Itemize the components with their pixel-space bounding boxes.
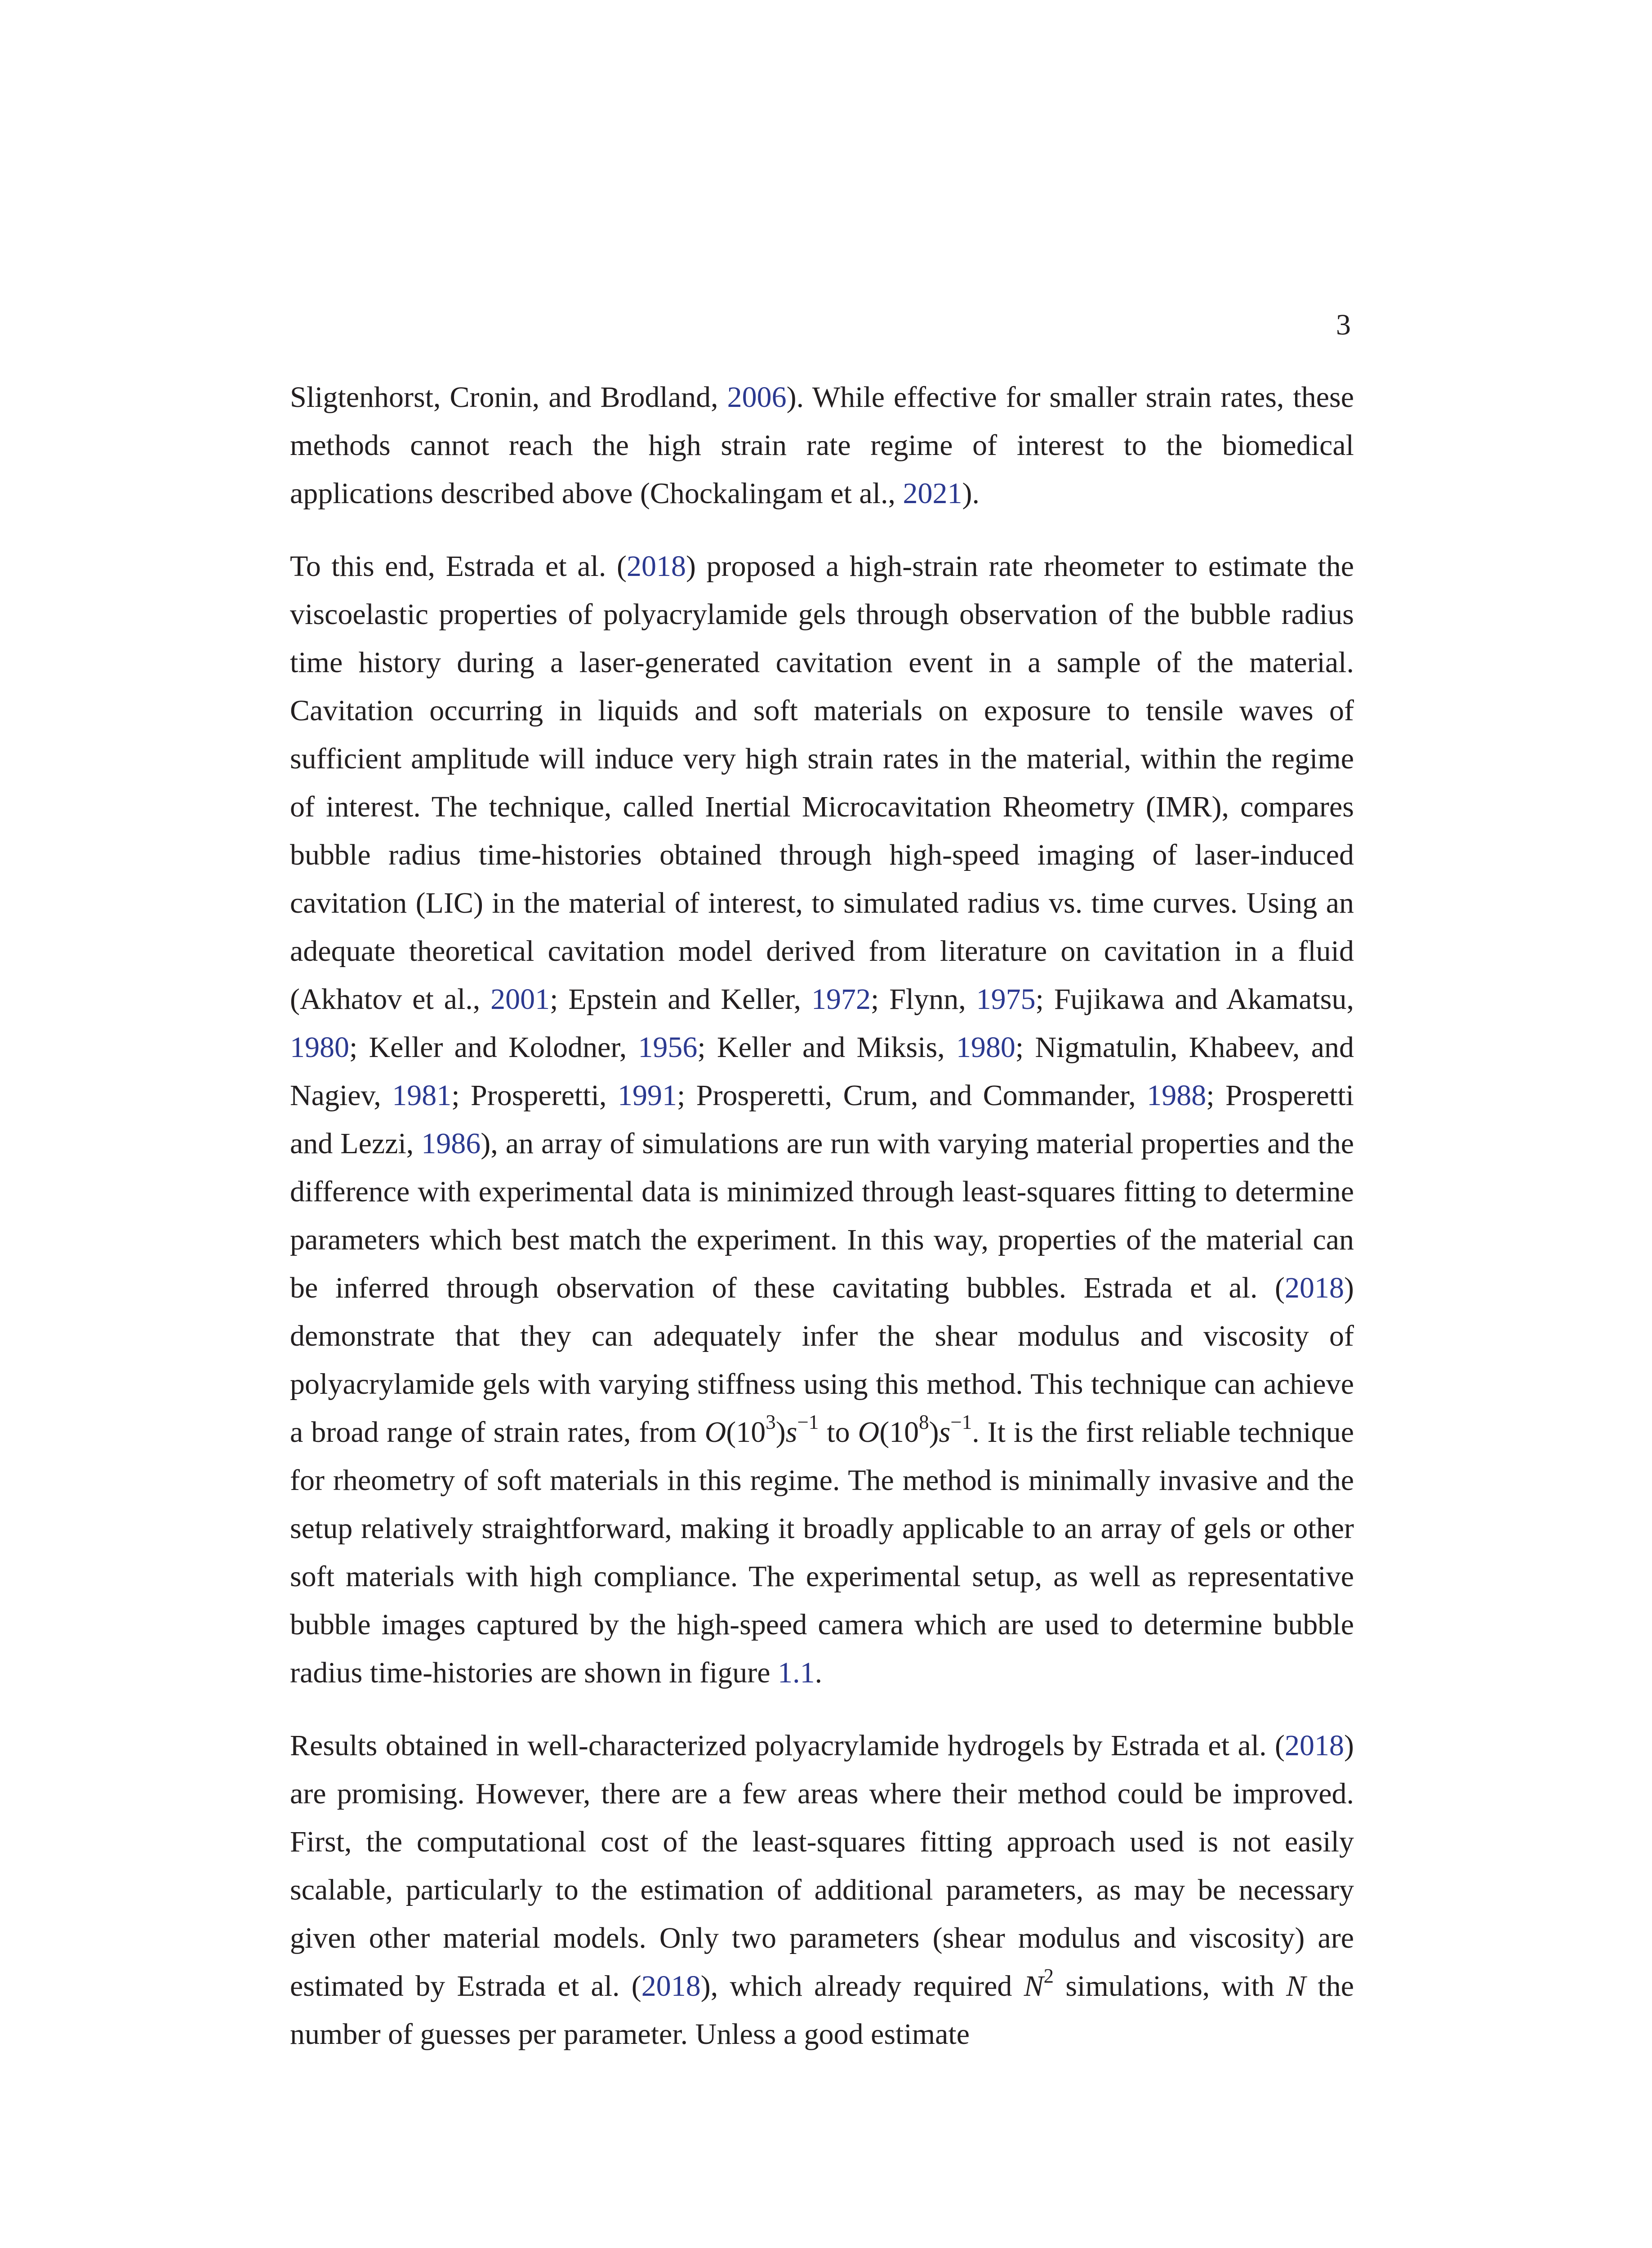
text-run: the number of guesses per parameter. Unless a good estimate <box>290 1970 1354 2051</box>
math-symbol: N <box>1024 1970 1044 2003</box>
math-symbol: N <box>1286 1970 1306 2003</box>
citation-link[interactable]: 1981 <box>392 1079 452 1112</box>
citation-link[interactable]: 2018 <box>1285 1729 1345 1762</box>
text-run: ). While effective for smaller strain rates, these methods cannot reach the high strain rate regime of interest to the biomedical applications described above (Chockalingam et al., <box>290 381 1354 510</box>
math-text: (10 <box>726 1416 766 1449</box>
text-run: . <box>815 1656 823 1689</box>
text-run: ; Keller and Miksis, <box>697 1031 956 1064</box>
citation-link[interactable]: 1972 <box>811 983 871 1016</box>
math-exponent: 2 <box>1043 1965 1054 1987</box>
text-run: . It is the first reliable technique for rheometry of soft materials in this regime. The method is minimally invasive and the setup relatively straightforward, making it broadly applicable to an array of gels or other soft materials with high compliance. The experimental setup, as well as representative bubble images captured by the high-speed camera which are used to determine bubble radius time-histories are shown in figure <box>290 1416 1354 1689</box>
text-run: ) are promising. However, there are a few areas where their method could be improved. First, the computational cost of the least-squares fitting approach used is not easily scalable, particularly to the estimation of additional parameters, as may be necessary given other material models. Only two parameters (shear modulus and viscosity) are estimated by Estrada et al. ( <box>290 1729 1354 2003</box>
text-run: ; Keller and Kolodner, <box>349 1031 638 1064</box>
paragraph-3 <box>290 1722 1354 2058</box>
math-text: ) <box>775 1416 786 1449</box>
citation-link[interactable]: 1980 <box>956 1031 1015 1064</box>
text-run: simulations, with <box>1054 1970 1287 2003</box>
figure-link[interactable]: 1.1 <box>778 1656 815 1689</box>
math-exponent: 3 <box>766 1411 776 1433</box>
text-run: ). <box>962 477 980 510</box>
math-symbol: s <box>939 1416 951 1449</box>
text-run: ; Nigmatulin, Khabeev, and Nagiev, <box>290 1031 1354 1112</box>
paragraph-1 <box>290 373 1354 517</box>
text-run: ; Prosperetti, Crum, and Commander, <box>677 1079 1147 1112</box>
page-number: 3 <box>1336 308 1351 341</box>
citation-link[interactable]: 2006 <box>727 381 787 414</box>
text-run: ) demonstrate that they can adequately infer the shear modulus and viscosity of polyacrylamide gels with varying stiffness using this method. This technique can achieve a broad range of strain rates, from <box>290 1271 1354 1449</box>
main-text <box>290 373 1354 2058</box>
math-strain-rate-high <box>858 1411 972 1449</box>
text-run: ; Prosperetti, <box>451 1079 618 1112</box>
math-symbol: O <box>858 1416 880 1449</box>
citation-link[interactable]: 1986 <box>421 1127 481 1160</box>
citation-link[interactable]: 1980 <box>290 1031 349 1064</box>
citation-link[interactable]: 1956 <box>638 1031 698 1064</box>
paragraph-2 <box>290 542 1354 1697</box>
text-run: To this end, Estrada et al. ( <box>290 550 627 583</box>
math-strain-rate-low <box>704 1411 819 1449</box>
math-symbol: O <box>704 1416 726 1449</box>
citation-link[interactable]: 2018 <box>626 550 686 583</box>
text-run: ; Epstein and Keller, <box>550 983 812 1016</box>
text-run: ) proposed a high-strain rate rheometer to estimate the viscoelastic properties of polyacrylamide gels through observation of the bubble radius time history during a laser-generated cavitation event in a sample of the material. Cavitation occurring in liquids and soft materials on exposure to tensile waves of sufficient amplitude will induce very high strain rates in the material, within the regime of interest. The technique, called Inertial Microcavitation Rheometry (IMR), compares bubble radius time-histories obtained through high-speed imaging of laser-induced cavitation (LIC) in the material of interest, to simulated radius vs. time curves. Using an adequate theoretical cavitation model derived from literature on cavitation in a fluid (Akhatov et al., <box>290 550 1354 1016</box>
math-exponent: 8 <box>919 1411 929 1433</box>
math-exponent: −1 <box>950 1411 972 1433</box>
citation-link[interactable]: 1991 <box>617 1079 677 1112</box>
citation-link[interactable]: 1975 <box>976 983 1036 1016</box>
text-run: ; Prosperetti and Lezzi, <box>290 1079 1354 1160</box>
text-run: Results obtained in well-characterized polyacrylamide hydrogels by Estrada et al. ( <box>290 1729 1285 1762</box>
citation-link[interactable]: 2018 <box>641 1970 701 2003</box>
math-symbol: s <box>785 1416 797 1449</box>
text-run: ; Fujikawa and Akamatsu, <box>1035 983 1354 1016</box>
math-text: (10 <box>879 1416 919 1449</box>
text-run: ; Flynn, <box>871 983 976 1016</box>
text-run: Sligtenhorst, Cronin, and Brodland, <box>290 381 727 414</box>
text-run: to <box>819 1416 858 1449</box>
text-run: ), which already required <box>700 1970 1024 2003</box>
text-run: ), an array of simulations are run with varying material properties and the difference with experimental data is minimized through least-squares fitting to determine parameters which best match the experiment. In this way, properties of the material can be inferred through observation of these cavitating bubbles. Estrada et al. ( <box>290 1127 1354 1304</box>
citation-link[interactable]: 2001 <box>490 983 550 1016</box>
math-text: ) <box>929 1416 939 1449</box>
citation-link[interactable]: 2018 <box>1285 1271 1345 1304</box>
citation-link[interactable]: 1988 <box>1147 1079 1207 1112</box>
citation-link[interactable]: 2021 <box>903 477 962 510</box>
math-exponent: −1 <box>797 1411 819 1433</box>
